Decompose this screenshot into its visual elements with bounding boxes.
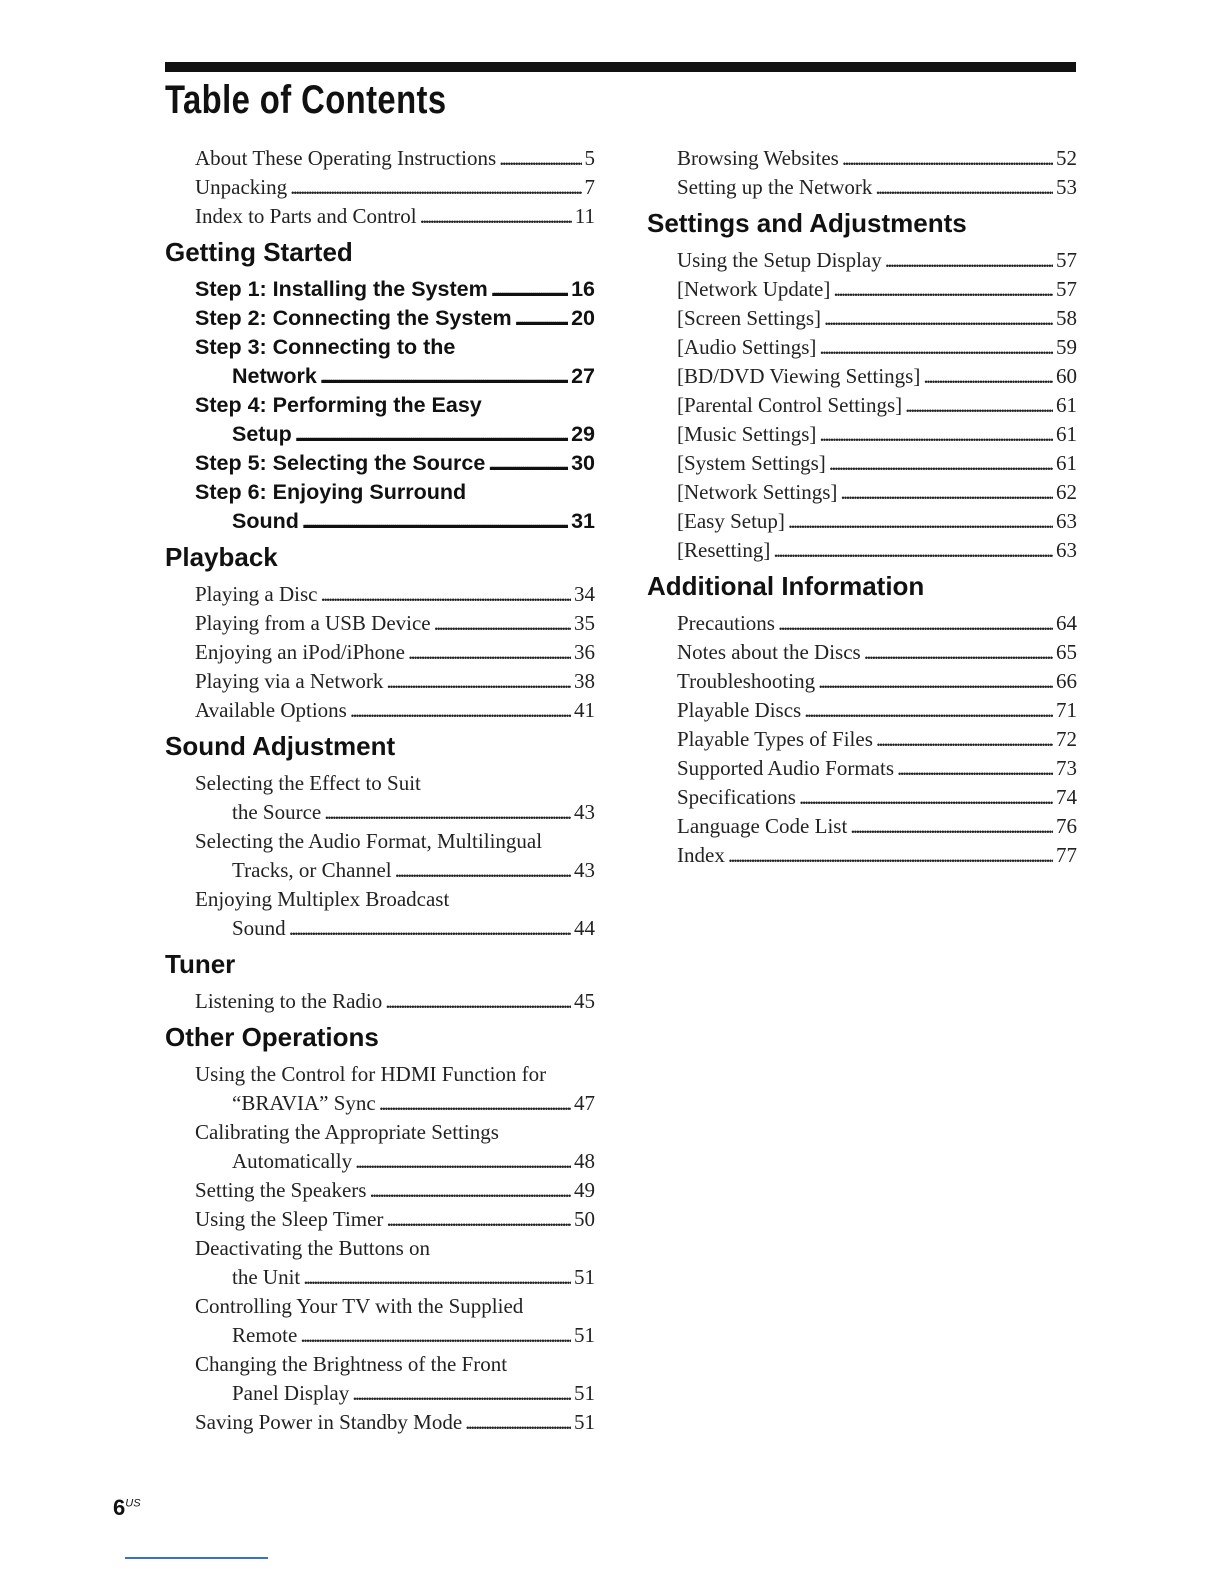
entry-leader-line (195, 1147, 595, 1176)
toc-entry[interactable] (195, 202, 595, 231)
entry-leader-line (677, 536, 1077, 565)
entry-title: Precautions (677, 611, 775, 635)
entry-page-number: 74 (1056, 785, 1077, 809)
entry-page-number: 63 (1056, 538, 1077, 562)
dot-leader (352, 1379, 571, 1408)
toc-entry[interactable] (195, 1234, 595, 1292)
dot-leader (289, 914, 571, 943)
entry-title: Notes about the Discs (677, 640, 861, 664)
entry-leader-line (195, 275, 595, 304)
entry-title: Playing a Disc (195, 582, 318, 606)
entry-leader-line (195, 449, 595, 478)
entry-title: Remote (232, 1323, 298, 1347)
toc-entry[interactable] (195, 449, 595, 478)
dot-leader (864, 638, 1053, 667)
entry-leader-line (677, 696, 1077, 725)
entry-page-number: 51 (574, 1323, 595, 1347)
entry-title-line: Selecting the Effect to Suit (195, 771, 421, 795)
dot-leader (395, 856, 571, 885)
entry-page-number: 65 (1056, 640, 1077, 664)
entry-page-number: 47 (574, 1091, 595, 1115)
entry-leader-line (677, 783, 1077, 812)
entry-title: “BRAVIA” Sync (232, 1091, 376, 1115)
dot-leader (369, 1176, 571, 1205)
dot-leader (350, 696, 571, 725)
dot-leader (491, 275, 568, 304)
toc-entry[interactable] (195, 667, 595, 696)
dot-leader (379, 1089, 571, 1118)
dot-leader (320, 580, 571, 609)
entry-title-line: Using the Control for HDMI Function for (195, 1062, 547, 1086)
toc-entry[interactable] (677, 507, 1077, 536)
entry-leader-line (677, 478, 1077, 507)
dot-leader (788, 507, 1053, 536)
entry-title: Enjoying an iPod/iPhone (195, 640, 405, 664)
entry-leader-line (195, 1321, 595, 1350)
toc-entry[interactable] (677, 812, 1077, 841)
toc-entry[interactable] (677, 841, 1077, 870)
toc-entry[interactable] (677, 275, 1077, 304)
entry-leader-line (677, 812, 1077, 841)
toc-section (647, 208, 1077, 565)
entry-leader-line (195, 1089, 595, 1118)
dot-leader (905, 391, 1053, 420)
toc-entry[interactable] (195, 304, 595, 333)
entry-title: [Easy Setup] (677, 509, 785, 533)
toc-entry[interactable] (195, 638, 595, 667)
entry-page-number: 58 (1056, 306, 1077, 330)
entry-leader-line (195, 987, 595, 1016)
toc-entry[interactable] (195, 1350, 595, 1408)
entry-page-number: 11 (574, 204, 595, 228)
entry-page-number: 38 (574, 669, 595, 693)
entry-page-number: 51 (574, 1381, 595, 1405)
dot-leader (819, 420, 1053, 449)
entry-leader-line (677, 275, 1077, 304)
entry-leader-line (677, 144, 1077, 173)
entry-page-number: 29 (571, 422, 595, 446)
entry-page-number: 73 (1056, 756, 1077, 780)
entry-title: Saving Power in Standby Mode (195, 1410, 463, 1434)
toc-entry[interactable] (195, 769, 595, 827)
entry-title: [System Settings] (677, 451, 826, 475)
toc-entry[interactable] (195, 580, 595, 609)
entry-leader-line (195, 1263, 595, 1292)
entry-title: the Source (232, 800, 322, 824)
page-title: Table of Contents (165, 78, 447, 122)
entry-page-number: 16 (571, 277, 595, 301)
entry-title: [Network Settings] (677, 480, 838, 504)
entry-title: Step 2: Connecting the System (195, 306, 512, 330)
entry-page-number: 60 (1056, 364, 1077, 388)
toc-entry[interactable] (195, 173, 595, 202)
entry-page-number: 57 (1056, 277, 1077, 301)
toc-entry[interactable] (677, 449, 1077, 478)
entry-title-line: Selecting the Audio Format, Multilingual (195, 829, 543, 853)
entry-title: Panel Display (232, 1381, 350, 1405)
toc-entry[interactable] (195, 609, 595, 638)
dot-leader (824, 304, 1053, 333)
entry-page-number: 30 (571, 451, 595, 475)
entry-title: Setting up the Network (677, 175, 873, 199)
entry-page-number: 34 (574, 582, 595, 606)
entry-title: [Network Update] (677, 277, 831, 301)
toc-section (165, 949, 595, 1016)
dot-leader (465, 1408, 571, 1437)
toc-entry[interactable] (195, 144, 595, 173)
dot-leader (386, 667, 571, 696)
entry-leader-line (677, 246, 1077, 275)
toc-section (165, 542, 595, 725)
entry-leader-line (677, 304, 1077, 333)
section-heading-getting-started: Getting Started (165, 237, 353, 267)
dot-leader (778, 609, 1053, 638)
dot-leader (829, 449, 1053, 478)
dot-leader (300, 1321, 571, 1350)
entry-title-line: Step 4: Performing the Easy (195, 393, 482, 417)
dot-leader (840, 478, 1053, 507)
entry-page-number: 20 (571, 306, 595, 330)
toc-entry[interactable] (195, 1176, 595, 1205)
entry-title: Sound (232, 509, 299, 533)
entry-page-number: 62 (1056, 480, 1077, 504)
dot-leader (842, 144, 1053, 173)
entry-title: Using the Sleep Timer (195, 1207, 384, 1231)
entry-title: Troubleshooting (677, 669, 816, 693)
toc-entry[interactable] (677, 173, 1077, 202)
entry-title: Browsing Websites (677, 146, 839, 170)
entry-title: Playing via a Network (195, 669, 384, 693)
entry-page-number: 49 (574, 1178, 595, 1202)
dot-leader (818, 667, 1053, 696)
dot-leader (875, 173, 1053, 202)
entry-title: Available Options (195, 698, 347, 722)
entry-leader-line (195, 362, 595, 391)
entry-page-number: 43 (574, 858, 595, 882)
entry-title: [Music Settings] (677, 422, 817, 446)
dot-leader (876, 725, 1053, 754)
toc-entry[interactable] (677, 333, 1077, 362)
toc-entry[interactable] (195, 1060, 595, 1118)
dot-leader (434, 609, 571, 638)
entry-title: Index (677, 843, 725, 867)
entry-leader-line (195, 914, 595, 943)
entry-page-number: 59 (1056, 335, 1077, 359)
dot-leader (833, 275, 1053, 304)
entry-leader-line (677, 725, 1077, 754)
entry-title: Network (232, 364, 317, 388)
entry-title: Playable Discs (677, 698, 802, 722)
entry-title: About These Operating Instructions (195, 146, 497, 170)
entry-page-number: 57 (1056, 248, 1077, 272)
entry-title-line: Step 3: Connecting to the (195, 335, 456, 359)
dot-leader (290, 173, 581, 202)
entry-title: Language Code List (677, 814, 848, 838)
entry-leader-line (677, 754, 1077, 783)
entry-leader-line (677, 391, 1077, 420)
entry-leader-line (195, 144, 595, 173)
entry-leader-line (677, 841, 1077, 870)
dot-leader (499, 144, 581, 173)
entry-leader-line (677, 638, 1077, 667)
entry-title: Supported Audio Formats (677, 756, 895, 780)
entry-page-number: 66 (1056, 669, 1077, 693)
section-heading-other-operations: Other Operations (165, 1022, 379, 1052)
toc-section (165, 1022, 595, 1437)
entry-leader-line (195, 1408, 595, 1437)
dot-leader (897, 754, 1053, 783)
toc-entry[interactable] (195, 1118, 595, 1176)
entry-leader-line (195, 798, 595, 827)
entry-leader-line (195, 667, 595, 696)
section-heading-settings-and-adjustments: Settings and Adjustments (647, 208, 967, 238)
page-number: $6^{US}$ (113, 1495, 141, 1520)
entry-page-number: 27 (571, 364, 595, 388)
section-heading-sound-adjustment: Sound Adjustment (165, 731, 396, 761)
dot-leader (728, 841, 1053, 870)
entry-page-number: 51 (574, 1265, 595, 1289)
entry-page-number: 52 (1056, 146, 1077, 170)
entry-title: Specifications (677, 785, 796, 809)
toc-entry[interactable] (677, 783, 1077, 812)
entry-leader-line (195, 609, 595, 638)
dot-leader (923, 362, 1053, 391)
entry-leader-line (677, 420, 1077, 449)
section-heading-playback: Playback (165, 542, 278, 572)
entry-page-number: 31 (571, 509, 595, 533)
toc-entry[interactable] (677, 246, 1077, 275)
toc-entry[interactable] (195, 1205, 595, 1234)
section-heading-additional-information: Additional Information (647, 571, 925, 601)
entry-page-number: 41 (574, 698, 595, 722)
toc-entry[interactable] (195, 391, 595, 449)
entry-page-number: 71 (1056, 698, 1077, 722)
entry-page-number: 61 (1056, 451, 1077, 475)
dot-leader (386, 1205, 571, 1234)
entry-page-number: 5 (584, 146, 595, 170)
entry-leader-line (677, 362, 1077, 391)
entry-title: [Resetting] (677, 538, 771, 562)
entry-title-line: Enjoying Multiplex Broadcast (195, 887, 450, 911)
entry-leader-line (195, 1379, 595, 1408)
dot-leader (819, 333, 1053, 362)
toc-entry[interactable] (195, 885, 595, 943)
dot-leader (302, 507, 568, 536)
toc-entry[interactable] (195, 1292, 595, 1350)
entry-leader-line (195, 1176, 595, 1205)
toc-entry[interactable] (195, 478, 595, 536)
entry-leader-line (677, 507, 1077, 536)
dot-leader (850, 812, 1053, 841)
entry-leader-line (195, 696, 595, 725)
toc-section (165, 144, 595, 231)
entry-title-line: Calibrating the Appropriate Settings (195, 1120, 499, 1144)
entry-page-number: 72 (1056, 727, 1077, 751)
toc-entry[interactable] (677, 478, 1077, 507)
toc-entry[interactable] (677, 696, 1077, 725)
entry-title-line: Step 6: Enjoying Surround (195, 480, 467, 504)
toc-entry[interactable] (677, 609, 1077, 638)
entry-title: the Unit (232, 1265, 301, 1289)
toc-entry[interactable] (677, 362, 1077, 391)
dot-leader (488, 449, 568, 478)
toc-entry[interactable] (677, 725, 1077, 754)
toc-left-column (165, 144, 595, 1437)
entry-title: [Screen Settings] (677, 306, 822, 330)
entry-title: Step 1: Installing the System (195, 277, 488, 301)
entry-page-number: 50 (574, 1207, 595, 1231)
entry-page-number: 76 (1056, 814, 1077, 838)
dot-leader (804, 696, 1053, 725)
entry-title: Automatically (232, 1149, 353, 1173)
entry-leader-line (195, 202, 595, 231)
toc-section (647, 144, 1077, 202)
entry-title-line: Controlling Your TV with the Supplied (195, 1294, 524, 1318)
entry-leader-line (195, 304, 595, 333)
toc-entry[interactable] (677, 304, 1077, 333)
entry-page-number: 43 (574, 800, 595, 824)
entry-leader-line (677, 333, 1077, 362)
entry-page-number: 35 (574, 611, 595, 635)
toc-entry[interactable] (677, 144, 1077, 173)
toc-entry[interactable] (195, 1408, 595, 1437)
dot-leader (799, 783, 1053, 812)
toc-entry[interactable] (677, 638, 1077, 667)
entry-title: Playable Types of Files (677, 727, 873, 751)
section-heading-tuner: Tuner (165, 949, 236, 979)
toc-entry[interactable] (195, 275, 595, 304)
entry-title: [Parental Control Settings] (677, 393, 903, 417)
entry-page-number: 36 (574, 640, 595, 664)
dot-leader (515, 304, 568, 333)
dot-leader (385, 987, 571, 1016)
entry-page-number: 63 (1056, 509, 1077, 533)
dot-leader (295, 420, 568, 449)
entry-title: Step 5: Selecting the Source (195, 451, 486, 475)
entry-page-number: 53 (1056, 175, 1077, 199)
entry-leader-line (677, 667, 1077, 696)
entry-title-line: Deactivating the Buttons on (195, 1236, 431, 1260)
entry-page-number: 77 (1056, 843, 1077, 867)
entry-leader-line (195, 638, 595, 667)
entry-leader-line (677, 609, 1077, 638)
entry-page-number: 51 (574, 1410, 595, 1434)
toc-entry[interactable] (677, 391, 1077, 420)
footer-rule (125, 1557, 268, 1559)
toc-section (165, 237, 595, 536)
entry-title: Setup (232, 422, 292, 446)
toc-entry[interactable] (677, 754, 1077, 783)
dot-leader (408, 638, 571, 667)
toc-right-column (647, 144, 1077, 870)
entry-leader-line (677, 173, 1077, 202)
toc-entry[interactable] (195, 696, 595, 725)
entry-leader-line (195, 856, 595, 885)
entry-title: Index to Parts and Control (195, 204, 417, 228)
entry-page-number: 44 (574, 916, 595, 940)
toc-entry[interactable] (677, 536, 1077, 565)
toc-section (165, 731, 595, 943)
entry-title: [BD/DVD Viewing Settings] (677, 364, 921, 388)
entry-leader-line (195, 420, 595, 449)
entry-title: Sound (232, 916, 286, 940)
toc-entry[interactable] (677, 667, 1077, 696)
dot-leader (885, 246, 1053, 275)
toc-entry[interactable] (677, 420, 1077, 449)
header-rule (165, 62, 1076, 72)
entry-title: Playing from a USB Device (195, 611, 431, 635)
entry-leader-line (195, 507, 595, 536)
entry-leader-line (195, 1205, 595, 1234)
dot-leader (355, 1147, 571, 1176)
dot-leader (324, 798, 571, 827)
entry-title-line: Changing the Brightness of the Front (195, 1352, 508, 1376)
toc-entry[interactable] (195, 987, 595, 1016)
entry-page-number: 48 (574, 1149, 595, 1173)
entry-leader-line (195, 173, 595, 202)
entry-leader-line (677, 449, 1077, 478)
entry-title: Setting the Speakers (195, 1178, 367, 1202)
dot-leader (420, 202, 572, 231)
entry-page-number: 7 (584, 175, 595, 199)
entry-page-number: 61 (1056, 393, 1077, 417)
entry-title: Using the Setup Display (677, 248, 882, 272)
toc-entry[interactable] (195, 333, 595, 391)
entry-title: Tracks, or Channel (232, 858, 392, 882)
dot-leader (320, 362, 568, 391)
entry-page-number: 61 (1056, 422, 1077, 446)
entry-page-number: 64 (1056, 611, 1077, 635)
toc-section (647, 571, 1077, 870)
dot-leader (773, 536, 1053, 565)
entry-title: [Audio Settings] (677, 335, 817, 359)
entry-page-number: 45 (574, 989, 595, 1013)
entry-title: Unpacking (195, 175, 288, 199)
toc-entry[interactable] (195, 827, 595, 885)
dot-leader (303, 1263, 571, 1292)
entry-leader-line (195, 580, 595, 609)
entry-title: Listening to the Radio (195, 989, 383, 1013)
